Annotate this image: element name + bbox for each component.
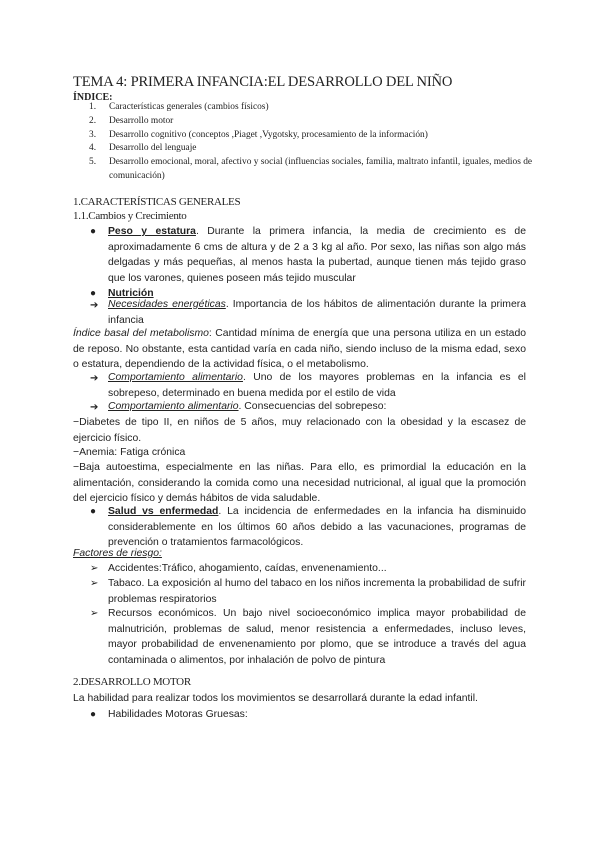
index-list — [89, 101, 534, 184]
necesidades-paragraph: Necesidades energéticas. Importancia de los hábitos de alimentación durante la primera infancia — [108, 299, 526, 326]
arrow-icon: ➔ — [90, 402, 99, 413]
chevron-icon: ➢ — [90, 608, 99, 619]
factor-recursos: Recursos económicos. Un bajo nivel socioeconómico implica mayor probabilidad de malnutrición, problemas de salud, menor resistencia a enfermedades, incluso leves, mayor probabilidad de envenenamiento por plomo, que se introduce a través del agua contaminada o alimentos, por inhalación de polvo de pintura — [108, 608, 526, 666]
index-item: 5. Desarrollo emocional, moral, afectivo y social (influencias sociales, familia, maltrato infantil, iguales, medios de comunicación) — [89, 157, 533, 181]
indice-basal-paragraph: Índice basal del metabolismo: Cantidad mínima de energía que una persona utiliza en un estado de reposo. No obstante, esta cantidad varía en cada niño, siendo incluso de la misma edad, sexo o estatura, dependiendo de la actividad física, o el metabolismo. — [73, 328, 526, 371]
nutricion-heading: Nutrición — [108, 288, 154, 299]
section-1-title: 1.CARACTERÍSTICAS GENERALES — [73, 196, 241, 208]
section-1-1-subtitle: 1.1.Cambios y Crecimiento — [73, 210, 187, 222]
index-item: 2. Desarrollo motor — [89, 115, 174, 126]
peso-term: Peso y estatura — [108, 226, 196, 237]
index-item: 1. Características generales (cambios físicos) — [89, 102, 269, 112]
peso-paragraph: Peso y estatura. Durante la primera infancia, la media de crecimiento es de aproximadamente 6 cms de altura y de 2 a 3 kg al año. Por sexo, las niñas son algo más delgadas y más pequeñas, al menos hasta la pubertad, aunque tienen más tejido graso que los varones, quienes poseen más tejido muscular — [108, 226, 526, 284]
factores-title: Factores de riesgo: — [73, 548, 162, 559]
bullet-icon: ● — [90, 709, 97, 720]
index-item: 4. Desarrollo del lenguaje — [89, 143, 197, 154]
salud-paragraph: Salud vs enfermedad. La incidencia de enfermedades en la infancia ha disminuido considerablemente en los últimos 60 años debido a las vacunaciones, programas de prevención o tratamientos farmacológicos. — [108, 506, 526, 549]
section-2-title: 2.DESARROLLO MOTOR — [73, 676, 191, 688]
comportamiento-paragraph-2: Comportamiento alimentario. Consecuencias del sobrepeso: — [108, 401, 387, 412]
index-item: 3. Desarrollo cognitivo (conceptos ,Piaget ,Vygotsky, procesamiento de la información) — [89, 129, 428, 140]
bullet-icon: ● — [90, 288, 97, 299]
consecuencia-diabetes: −Diabetes de tipo II, en niños de 5 años, muy relacionado con la obesidad y la escasez de ejercicio físico. — [73, 417, 526, 444]
chevron-icon: ➢ — [90, 578, 99, 589]
comportamiento-paragraph-1: Comportamiento alimentario. Uno de los mayores problemas en la infancia es el sobrepeso, determinado en buena medida por el estilo de vida — [108, 372, 526, 399]
consecuencia-autoestima: −Baja autoestima, especialmente en las niñas. Para ello, es primordial la educación en la alimentación, considerando la comida como una necesidad nutricional, al igual que la promoción del ejercicio físico y demás hábitos de vida saludable. — [73, 462, 526, 505]
bullet-icon: ● — [90, 226, 97, 237]
factor-tabaco: Tabaco. La exposición al humo del tabaco en los niños incrementa la probabilidad de sufrir problemas respiratorios — [108, 578, 526, 605]
document-title: TEMA 4: PRIMERA INFANCIA:EL DESARROLLO DEL NIÑO — [73, 74, 453, 90]
bullet-icon: ● — [90, 506, 97, 517]
chevron-icon: ➢ — [90, 563, 99, 574]
factor-accidentes: Accidentes:Tráfico, ahogamiento, caídas, envenenamiento... — [108, 563, 387, 574]
consecuencia-anemia: −Anemia: Fatiga crónica — [73, 447, 186, 458]
arrow-icon: ➔ — [90, 373, 99, 384]
section-2-intro: La habilidad para realizar todos los movimientos se desarrollará durante la edad infantil. — [73, 693, 478, 704]
index-heading: ÍNDICE: — [73, 92, 113, 103]
habilidades-gruesas: Habilidades Motoras Gruesas: — [108, 709, 248, 720]
arrow-icon: ➔ — [90, 300, 99, 311]
